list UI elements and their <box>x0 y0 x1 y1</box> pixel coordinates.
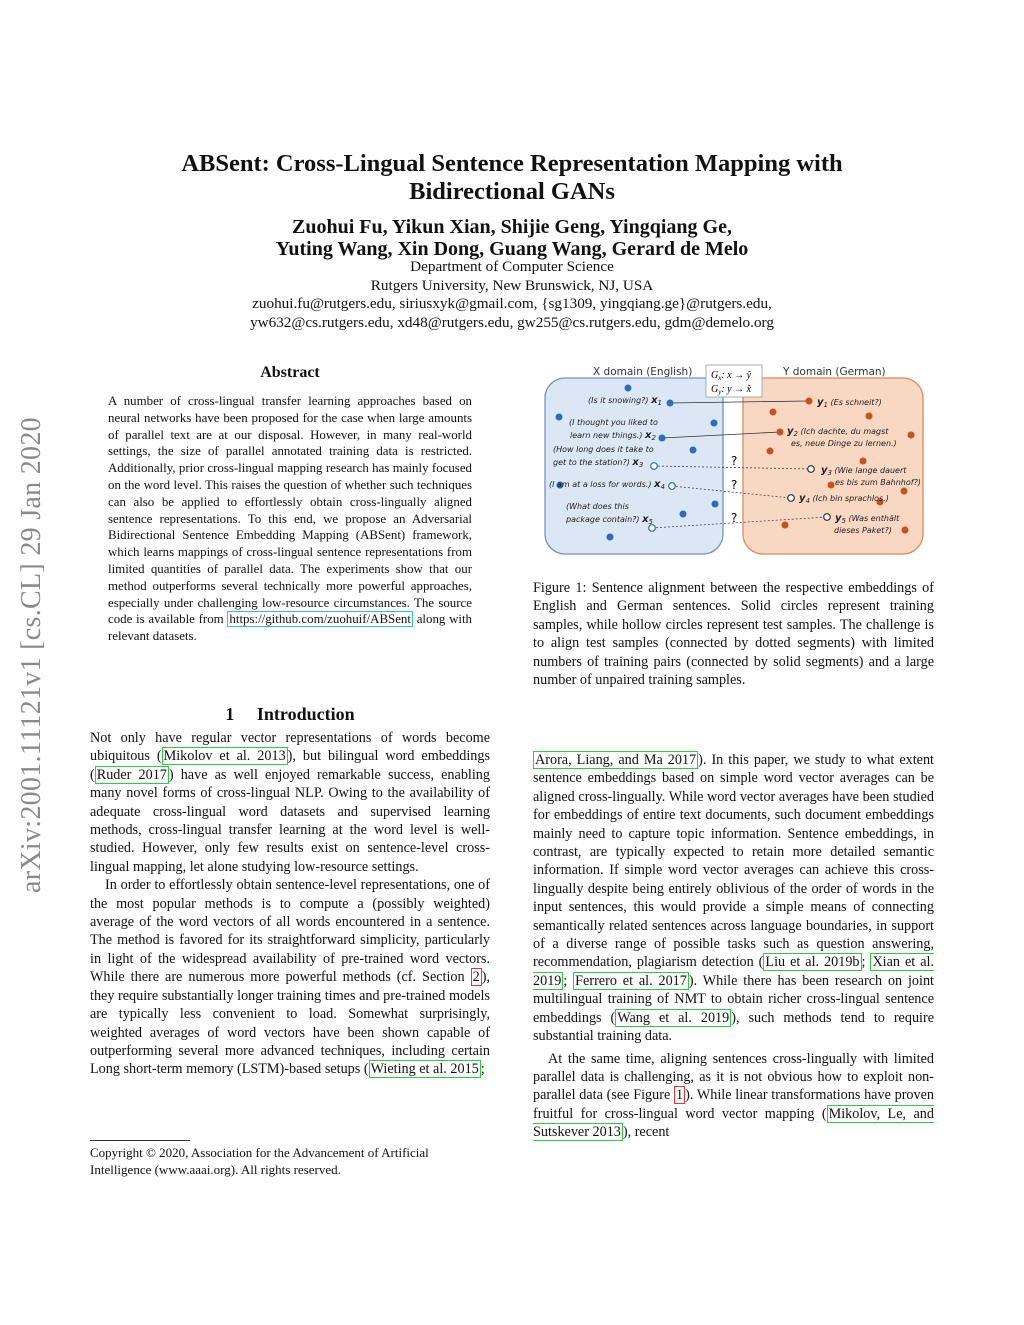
affiliation <box>150 258 874 332</box>
emails-line-1: zuohui.fu@rutgers.edu, siriusxyk@gmail.com, {sg1309, yingqiang.ge}@rutgers.edu, <box>252 295 772 312</box>
y2-label-line-2: es, neue Dinge zu lernen.) <box>791 439 897 448</box>
x4-test-point <box>669 483 676 490</box>
y4-label: y4 (Ich bin sprachlos.) <box>799 493 889 505</box>
y-domain-label: Y domain (German) <box>783 366 886 378</box>
paper-title: ABSent: Cross-Lingual Sentence Representation Mapping with Bidirectional GANs <box>181 150 843 205</box>
x5-label-line-1: (What does this <box>566 502 629 511</box>
code-link[interactable]: https://github.com/zuohuif/ABSent <box>229 612 411 627</box>
y1-label: y1 (Es schneit?) <box>817 397 882 409</box>
intro-column <box>90 729 490 1079</box>
y-point <box>902 527 909 534</box>
abstract-body: A number of cross-lingual transfer learning approaches based on neural networks have been proposed for the case when large amounts of parallel text are at our disposal. However, in many real-world settings, the size of parallel annotated training data is restricted. Additionally, prior cross-lingual mapping research has mainly focused on the word level. This raises the question of whether such techniques can also be applied to effortlessly obtain cross-lingually aligned sentence representations. To this end, we propose an Adversarial Bidirectional Sentence Embedding Mapping (ABSent) framework, which learns mappings of cross-lingual sentence representations from limited quantities of parallel data. The experiments show that our method outperforms several technically more powerful approaches, especially under challenging low-resource circumstances. The source code is available from <box>108 394 472 627</box>
y-point <box>767 448 774 455</box>
x-point <box>711 420 718 427</box>
x-point <box>667 400 674 407</box>
footnote-rule <box>90 1140 190 1141</box>
y-point <box>828 482 835 489</box>
abstract-heading: Abstract <box>260 364 320 381</box>
right-paragraph-2 <box>533 1050 934 1142</box>
figure-1 <box>533 360 933 570</box>
intro-heading: 1 Introduction <box>225 704 355 724</box>
citation-link[interactable]: Ruder 2017 <box>96 766 167 783</box>
x-point <box>607 534 614 541</box>
y-point <box>782 522 789 529</box>
x-domain-label: X domain (English) <box>593 366 693 378</box>
x-point <box>556 414 563 421</box>
authors-line-1: Zuohui Fu, Yikun Xian, Shijie Geng, Yingqiang Ge, <box>292 216 732 238</box>
right-column <box>533 751 934 1142</box>
x-point <box>712 501 719 508</box>
citation-link[interactable]: Mikolov, Le, and Sutskever 2013 <box>533 1105 934 1141</box>
y3-label-line-2: es bis zum Bahnhof?) <box>835 478 921 487</box>
y4-test-point <box>788 495 795 502</box>
gy-label: $G_y$: y → x̂ <box>711 384 752 396</box>
arxiv-id: arXiv:2001.11121v1 [cs.CL] 29 Jan 2020 <box>16 417 47 893</box>
text-run: At the same time, aligning sentences cross-lingually with limited parallel data is challenging, as it is not obvious how to exploit non-parallel data (see Figure <box>533 1050 934 1104</box>
y5-label-line-1: y5 (Was enthält <box>835 513 900 525</box>
x-point <box>680 511 687 518</box>
copyright-footnote: Copyright © 2020, Association for the Advancement of Artificial Intelligence (www.aaai.org). All rights reserved. <box>90 1145 429 1177</box>
department: Department of Computer Science <box>410 258 614 275</box>
x3-label-line-2: get to the station?) x3 <box>553 457 644 469</box>
abstract-tail: along with relevant datasets. <box>108 612 472 644</box>
text-run: ). While there has been research on joint multilingual training of NMT to obtain richer cross-lingual sentence embeddings ( <box>533 972 934 1026</box>
text-run: ), such methods tend to require substantial training data. <box>533 1009 934 1045</box>
y5-label-line-2: dieses Paket?) <box>834 526 892 535</box>
text-run: ) have as well enjoyed remarkable success, enabling many novel forms of cross-lingual NLP. Owing to the availability of adequate cross-lingual word datasets and supervised learning methods, cross-lingual transfer learning at the word level is well-studied. However, only few results exist on sentence-level cross-lingual mapping, let alone studying low-resource settings. <box>90 766 490 875</box>
y-point <box>770 409 777 416</box>
x2-label-line-2: learn new things.) x2 <box>570 430 656 442</box>
abstract-text <box>108 393 472 645</box>
section-ref-link[interactable]: 2 <box>472 969 480 986</box>
text-run: In order to effortlessly obtain sentence-level representations, one of the most popular methods is to compute a (possibly weighted) average of the word vectors of all words encountered in a sentence. The method is favored for its straightforward simplicity, particularly in light of the widespread availability of pre-trained word vectors. While there are numerous more powerful methods (cf. Section <box>90 877 490 986</box>
text-run: ; <box>480 1061 485 1078</box>
text-run: ; <box>563 972 574 989</box>
y-point <box>908 432 915 439</box>
citation-link[interactable]: Arora, Liang, and Ma 2017 <box>535 752 697 768</box>
x2-label-line-1: (I thought you liked to <box>569 418 658 427</box>
x3-label-line-1: (How long does it take to <box>553 445 654 454</box>
citation-link[interactable]: Xian et al. 2019 <box>533 954 934 989</box>
question-mark-3: ? <box>731 511 738 525</box>
gx-label: $G_x$: x → ŷ <box>711 370 752 382</box>
text-run: ). In this paper, we study to what extent sentence embeddings based on simple word vector averages can be aligned cross-lingually. While word vector averages have been studied for embeddings of entire text documents, such document embeddings mainly need to capture topic information. Sentence embeddings, in contrast, are typically expected to retain more detailed semantic information. If simple word vector averages can achieve this cross-lingually despite being entirely oblivious of the order of words in the input sentences, this would provide a simple means of connecting semantically related sentences across language boundaries, in support of a diverse range of possible tasks such as question answering, recommendation, plagiarism detection ( <box>533 752 935 971</box>
y5-test-point <box>824 514 831 521</box>
y-point <box>777 429 784 436</box>
x-point <box>659 435 666 442</box>
question-mark-2: ? <box>731 478 738 492</box>
emails-line-2: yw632@cs.rutgers.edu, xd48@rutgers.edu, gw255@cs.rutgers.edu, gdm@demelo.org <box>250 313 774 331</box>
y-point <box>860 458 867 465</box>
x1-label: (Is it snowing?) x1 <box>588 395 662 407</box>
x3-test-point <box>651 463 658 470</box>
text-run: ), recent <box>622 1124 670 1141</box>
y3-label-line-1: y3 (Wie lange dauert <box>821 465 907 477</box>
authors-line-2: Yuting Wang, Xin Dong, Guang Wang, Gerard de Melo <box>275 238 749 260</box>
text-run: ), they require substantially longer training times and pre-trained models are typically less convenient to load. Somewhat surprisingly, weighted averages of word vectors have been shown capable of outperforming several more advanced techniques, including certain Long short-term memory (LSTM)-based setups ( <box>90 969 490 1078</box>
y2-label-line-1: y2 (Ich dachte, du magst <box>787 426 889 438</box>
citation-link[interactable]: Liu et al. 2019b <box>765 954 860 971</box>
text-run: ), but bilingual word embeddings ( <box>90 748 490 783</box>
y-point <box>806 398 813 405</box>
y3-test-point <box>808 466 815 473</box>
intro-paragraph-1 <box>90 729 490 876</box>
citation-link[interactable]: Wang et al. 2019 <box>617 1009 730 1026</box>
citation-link[interactable]: Wieting et al. 2015 <box>370 1061 479 1078</box>
x-point <box>625 385 632 392</box>
intro-paragraph-2 <box>90 876 490 1078</box>
figure-ref-link[interactable]: 1 <box>676 1087 684 1104</box>
text-run: ). While linear transformations have proven fruitful for cross-lingual word vector mapping ( <box>533 1087 935 1122</box>
university: Rutgers University, New Brunswick, NJ, USA <box>370 276 654 294</box>
y-point <box>866 413 873 420</box>
y-point <box>901 488 908 495</box>
citation-link[interactable]: Mikolov et al. 2013 <box>163 748 286 765</box>
x5-label-line-2: package contain?) x5 <box>566 514 653 526</box>
text-run: Not only have regular vector representations of words become ubiquitous ( <box>90 730 490 765</box>
author-list <box>150 216 874 260</box>
citation-link[interactable]: Ferrero et al. 2017 <box>575 972 687 989</box>
figure-1-caption: Figure 1: Sentence alignment between the respective embeddings of English and German sentences. Solid circles represent training samples, while hollow circles represent test samples. The challenge is to align test samples (connected by dotted segments) with limited numbers of training pairs (connected by solid segments) and a large number of unpaired training samples. <box>533 580 934 689</box>
text-run: ; <box>861 954 871 971</box>
x-point <box>690 447 697 454</box>
right-paragraph-1 <box>533 751 934 1046</box>
arxiv-stamp <box>2 370 62 940</box>
x4-label: (I am at a loss for words.) x4 <box>549 479 665 491</box>
question-mark-1: ? <box>731 454 738 468</box>
